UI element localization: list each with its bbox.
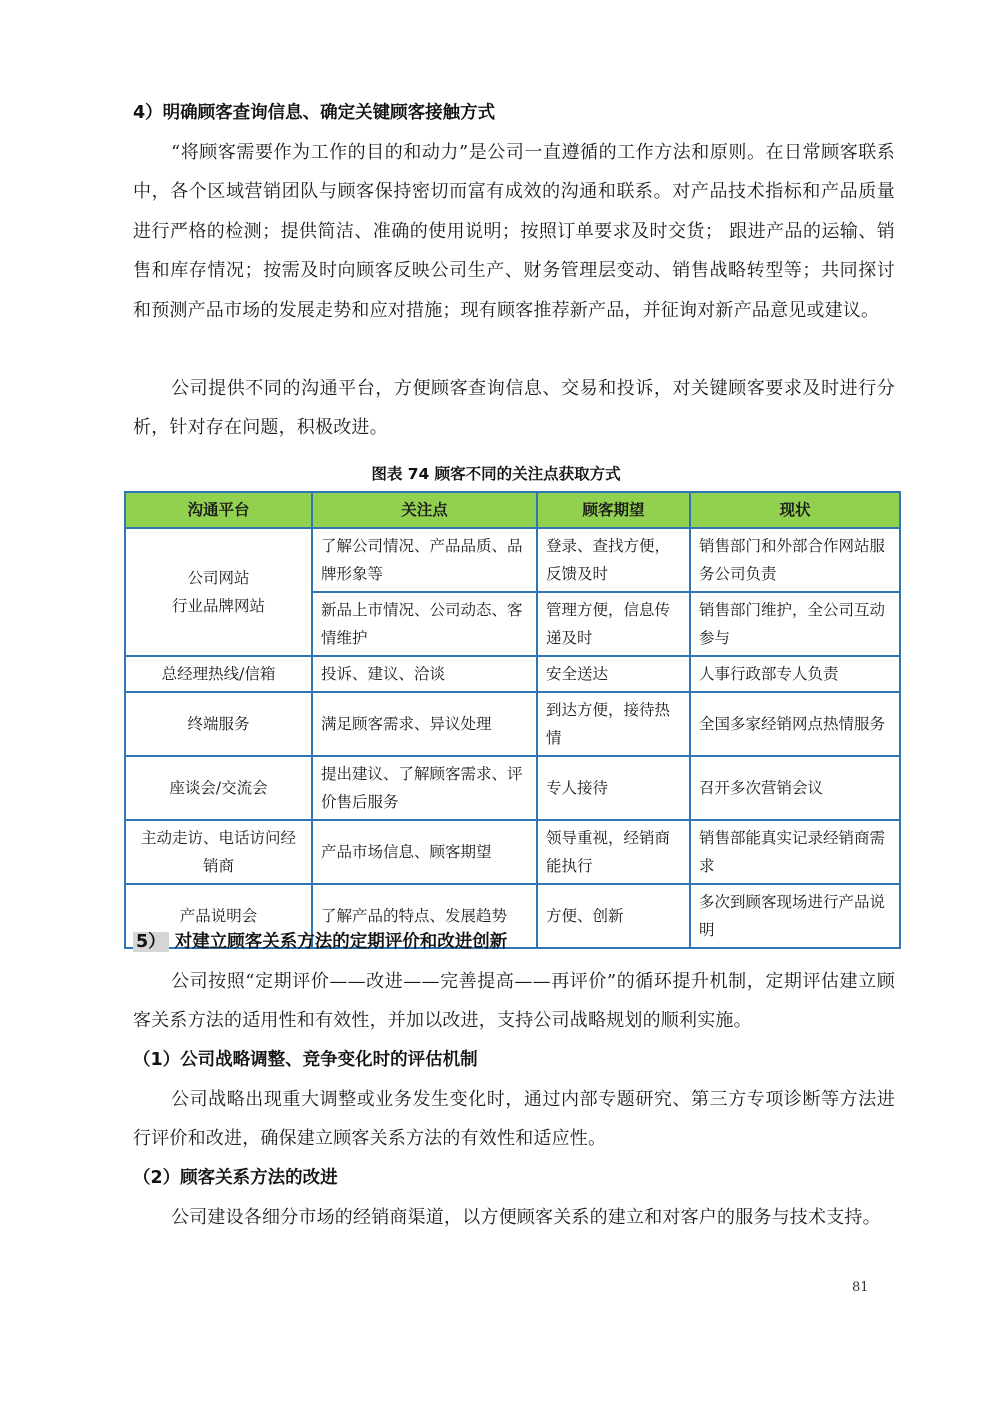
- platform-line: 行业品牌网站: [171, 597, 265, 615]
- section-5-number: 5）: [133, 932, 169, 952]
- platform-cell: 座谈会/交流会: [125, 756, 312, 820]
- focus-cell: 了解产品的特点、发展趋势: [312, 884, 537, 948]
- subsection-1-heading: （1）公司战略调整、竞争变化时的评估机制: [133, 1050, 478, 1070]
- focus-cell: 新品上市情况、公司动态、客情维护: [312, 592, 537, 656]
- section-5-heading: [133, 930, 507, 954]
- subsection-2-heading: （2）顾客关系方法的改进: [133, 1168, 338, 1188]
- platform-cell: 总经理热线/信箱: [125, 656, 312, 692]
- status-cell: 销售部能真实记录经销商需求: [690, 820, 900, 884]
- platform-cell: [125, 528, 312, 656]
- focus-cell: 投诉、建议、洽谈: [312, 656, 537, 692]
- page-number: 81: [852, 1280, 869, 1295]
- table-row: [125, 692, 900, 756]
- table-row: [125, 756, 900, 820]
- platform-cell: 主动走访、电话访问经销商: [125, 820, 312, 884]
- subsection-2-paragraph: 公司建设各细分市场的经销商渠道，以方便顾客关系的建立和对客户的服务与技术支持。: [171, 1207, 881, 1228]
- status-cell: 召开多次营销会议: [690, 756, 900, 820]
- section-5-paragraph: 公司按照“定期评价——改进——完善提高——再评价”的循环提升机制，定期评估建立顾客关系方法的适用性和有效性，并加以改进，支持公司战略规划的顺利实施。: [133, 971, 895, 1032]
- section-4-paragraph-1: “将顾客需要作为工作的目的和动力”是公司一直遵循的工作方法和原则。在日常顾客联系中，各个区域营销团队与顾客保持密切而富有成效的沟通和联系。对产品技术指标和产品质量进行严格的检测；提供简洁、准确的使用说明；按照订单要求及时交货； 跟进产品的运输、销售和库存情况；按需及时向顾客反映公司生产、财务管理层变动、销售战略转型等；共同探讨和预测产品市场的发展走势和应对措施；现有顾客推荐新产品，并征询对新产品意见或建议。: [133, 142, 895, 321]
- status-cell: 全国多家经销网点热情服务: [690, 692, 900, 756]
- status-cell: 销售部门和外部合作网站服务公司负责: [690, 528, 900, 592]
- table-row: [125, 528, 900, 592]
- expectation-cell: 登录、查找方便，反馈及时: [537, 528, 690, 592]
- expectation-cell: 领导重视，经销商能执行: [537, 820, 690, 884]
- focus-cell: 产品市场信息、顾客期望: [312, 820, 537, 884]
- status-cell: 销售部门维护，全公司互动参与: [690, 592, 900, 656]
- section-4-paragraph-2: 公司提供不同的沟通平台，方便顾客查询信息、交易和投诉，对关键顾客要求及时进行分析，针对存在问题，积极改进。: [133, 378, 895, 439]
- header-status: 现状: [690, 492, 900, 528]
- status-cell: 人事行政部专人负责: [690, 656, 900, 692]
- table-header-row: [125, 492, 900, 528]
- focus-cell: 满足顾客需求、异议处理: [312, 692, 537, 756]
- expectation-cell: 管理方便，信息传递及时: [537, 592, 690, 656]
- header-platform: 沟通平台: [125, 492, 312, 528]
- focus-cell: 提出建议、了解顾客需求、评价售后服务: [312, 756, 537, 820]
- expectation-cell: 到达方便，接待热情: [537, 692, 690, 756]
- table-caption: 图表 74 顾客不同的关注点获取方式: [371, 465, 621, 483]
- subsection-1-paragraph: 公司战略出现重大调整或业务发生变化时，通过内部专题研究、第三方专项诊断等方法进行评价和改进，确保建立顾客关系方法的有效性和适应性。: [133, 1089, 895, 1150]
- platform-line: 公司网站: [187, 569, 250, 587]
- header-focus: 关注点: [312, 492, 537, 528]
- expectation-cell: 方便、创新: [537, 884, 690, 948]
- customer-focus-table: [124, 491, 901, 949]
- table-row: [125, 656, 900, 692]
- table-row: [125, 820, 900, 884]
- section-5-title: 对建立顾客关系方法的定期评价和改进创新: [174, 932, 508, 952]
- section-4-heading: 4）明确顾客查询信息、确定关键顾客接触方式: [133, 103, 496, 123]
- platform-cell: 终端服务: [125, 692, 312, 756]
- header-expectation: 顾客期望: [537, 492, 690, 528]
- platform-cell: 产品说明会: [125, 884, 312, 948]
- focus-cell: 了解公司情况、产品品质、品牌形象等: [312, 528, 537, 592]
- expectation-cell: 安全送达: [537, 656, 690, 692]
- status-cell: 多次到顾客现场进行产品说明: [690, 884, 900, 948]
- expectation-cell: 专人接待: [537, 756, 690, 820]
